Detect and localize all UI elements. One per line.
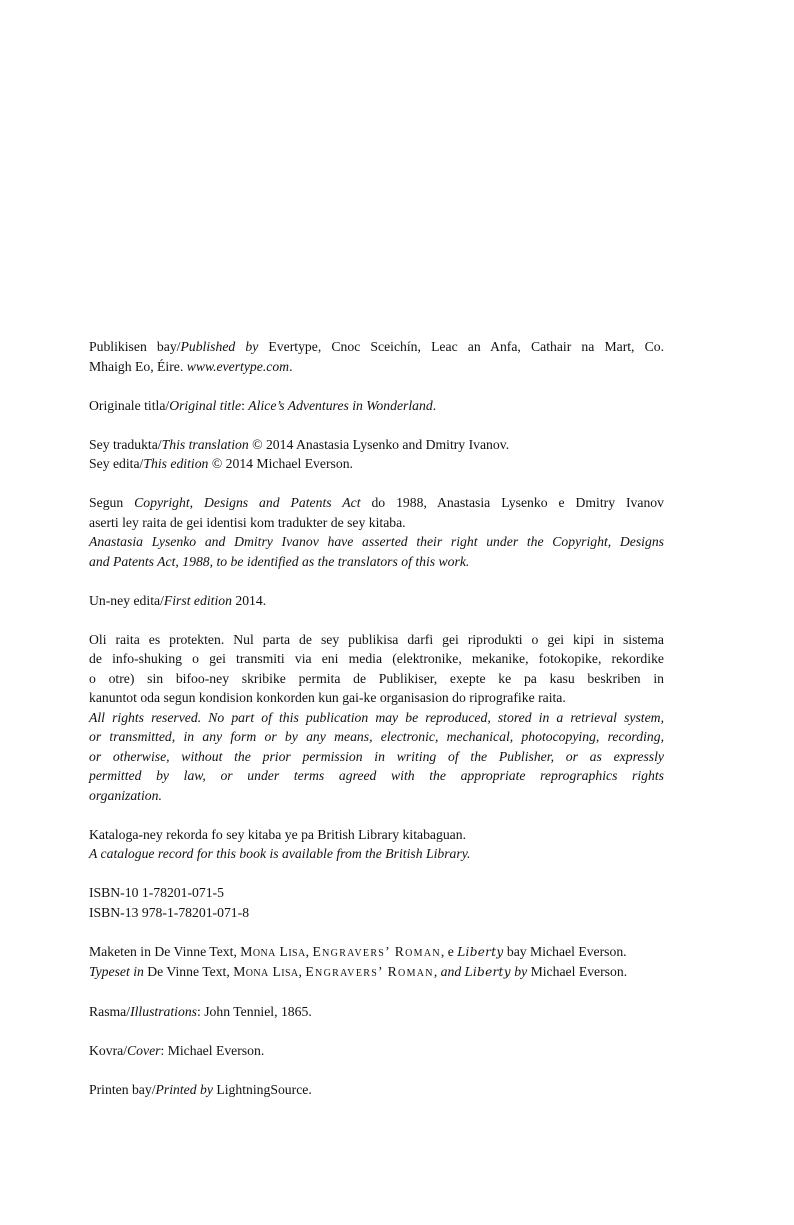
colophon-paragraph (89, 1002, 664, 1022)
text-line (89, 1080, 664, 1100)
text-line (89, 708, 664, 728)
text-run: Copyright, Designs and Patents Act (134, 495, 361, 510)
text-run: A catalogue record for this book is available from the British Library. (89, 846, 471, 861)
text-run: Liberty (464, 965, 511, 979)
text-run: permitted by law, or under terms agreed with the appropriate reprographics rights (89, 768, 664, 783)
text-run: Mona Lisa (240, 943, 306, 959)
text-line (89, 337, 664, 357)
colophon-paragraph (89, 942, 664, 983)
text-run: or transmitted, in any form or by any means, electronic, mechanical, photocopying, recording, (89, 729, 664, 744)
colophon-paragraph (89, 396, 664, 416)
text-line (89, 493, 664, 513)
text-line (89, 903, 664, 923)
text-run: Alice’s Adventures in Wonderland (248, 397, 433, 413)
text-run: and Patents Act, 1988, to be identified as the translators of this work. (89, 553, 470, 569)
text-line (89, 747, 664, 767)
text-run: or otherwise, without the prior permission in writing of the Publisher, or as expressly (89, 748, 664, 764)
text-line (89, 883, 664, 903)
text-run: Sey tradukta/ (89, 436, 162, 452)
text-run: Engravers’ Roman (305, 964, 434, 979)
text-run: Kataloga-ney rekorda fo sey kitaba ye pa British Library kitabaguan. (89, 826, 467, 842)
text-run: bay Michael Everson. (503, 943, 627, 959)
text-line (89, 649, 664, 669)
text-run: , e (440, 943, 458, 959)
text-run: This edition (143, 456, 209, 471)
text-run: Publikisen bay/ (89, 339, 181, 354)
colophon-paragraph (89, 825, 664, 864)
text-line (89, 552, 664, 572)
text-run: o otre) sin bifoo-ney skribike permita de Publikiser, exepte ke pa kasu beskriben in (89, 670, 664, 686)
text-run: , (305, 943, 313, 959)
text-run: Originale titla/ (89, 397, 170, 413)
text-run: Un-ney edita/ (89, 592, 164, 608)
text-run: www.evertype.com (186, 358, 290, 374)
text-line (89, 1041, 664, 1061)
text-run: Rasma/ (89, 1004, 131, 1019)
text-run: : Michael Everson. (160, 1043, 265, 1058)
text-line (89, 532, 664, 552)
text-run: This translation (161, 436, 249, 452)
text-run: aserti ley raita de gei identisi kom tradukter de sey kitaba. (89, 514, 406, 530)
text-run: Segun (89, 495, 135, 510)
text-run: , (298, 964, 306, 979)
text-line (89, 942, 664, 963)
text-run: kanuntot oda segun kondision konkorden kun gai-ke organisasion do riprografike raita. (89, 690, 566, 705)
text-run: Printed by (155, 1082, 213, 1097)
text-line (89, 396, 664, 416)
colophon-paragraph (89, 493, 664, 571)
text-line (89, 786, 664, 806)
text-run: : John Tenniel, 1865. (197, 1004, 312, 1019)
text-run: Sey edita/ (89, 456, 144, 471)
text-run: © 2014 Michael Everson. (208, 456, 353, 471)
text-run: First edition (163, 592, 232, 608)
text-run: . (432, 397, 437, 413)
colophon-paragraph (89, 630, 664, 806)
text-run: organization. (89, 787, 162, 803)
text-run: . (289, 358, 293, 374)
text-line (89, 591, 664, 611)
text-run: Liberty (457, 944, 504, 959)
text-run: ISBN-13 978-1-78201-071-8 (89, 904, 250, 920)
text-line (89, 825, 664, 845)
text-run: do 1988, Anastasia Lysenko e Dmitry Ivanov (360, 495, 664, 510)
text-run: 2014. (231, 592, 267, 608)
text-line (89, 1002, 664, 1022)
text-run: ISBN-10 1-78201-071-5 (89, 885, 224, 900)
text-run: De Vinne Text, (143, 964, 234, 979)
text-run: © 2014 Anastasia Lysenko and Dmitry Ivanov. (248, 436, 510, 452)
text-line (89, 688, 664, 708)
text-line (89, 630, 664, 650)
text-line (89, 513, 664, 533)
colophon-paragraph (89, 883, 664, 922)
text-line (89, 962, 664, 983)
text-line (89, 669, 664, 689)
text-run: Maketen in De Vinne Text, (89, 943, 241, 959)
text-line (89, 766, 664, 786)
text-run: Mona Lisa (233, 964, 299, 979)
colophon-paragraph (89, 435, 664, 474)
text-run: Mhaigh Eo, Éire. (89, 358, 187, 374)
text-run: Oli raita es protekten. Nul parta de sey publikisa darfi gei riprodukti o gei kipi in sistema (89, 631, 664, 647)
colophon-paragraph (89, 337, 664, 376)
text-line (89, 844, 664, 864)
text-run: Evertype, Cnoc Sceichín, Leac an Anfa, Cathair na Mart, Co. (258, 339, 664, 354)
colophon-paragraph (89, 591, 664, 611)
text-run: by (514, 964, 528, 979)
text-line (89, 435, 664, 455)
colophon-paragraph (89, 1041, 664, 1061)
text-run: Cover (127, 1043, 161, 1058)
text-line (89, 454, 664, 474)
text-line (89, 727, 664, 747)
text-run: : (241, 397, 249, 413)
text-run: and (440, 964, 462, 979)
colophon-paragraph (89, 1080, 664, 1100)
text-run: Illustrations (130, 1004, 197, 1019)
text-run: Printen bay/ (89, 1082, 156, 1097)
text-line (89, 357, 664, 377)
text-run: Original title (169, 397, 242, 413)
text-run: Michael Everson. (527, 964, 628, 979)
text-run: Kovra/ (89, 1043, 128, 1058)
text-run: LightningSource. (212, 1082, 312, 1097)
text-run: Published by (180, 339, 259, 354)
text-run: Anastasia Lysenko and Dmitry Ivanov have asserted their right under the Copyright, Designs (89, 534, 664, 549)
text-run: , (433, 964, 441, 979)
text-run: de info-shuking o gei transmiti via eni media (elektronike, mekanike, fotokopike, rekordike (89, 651, 664, 666)
text-run: Typeset in (89, 964, 144, 979)
text-run: Engravers’ Roman (312, 943, 441, 959)
colophon-text-block (89, 337, 664, 1100)
text-run: All rights reserved. No part of this publication may be reproduced, stored in a retrieval system, (89, 709, 664, 725)
